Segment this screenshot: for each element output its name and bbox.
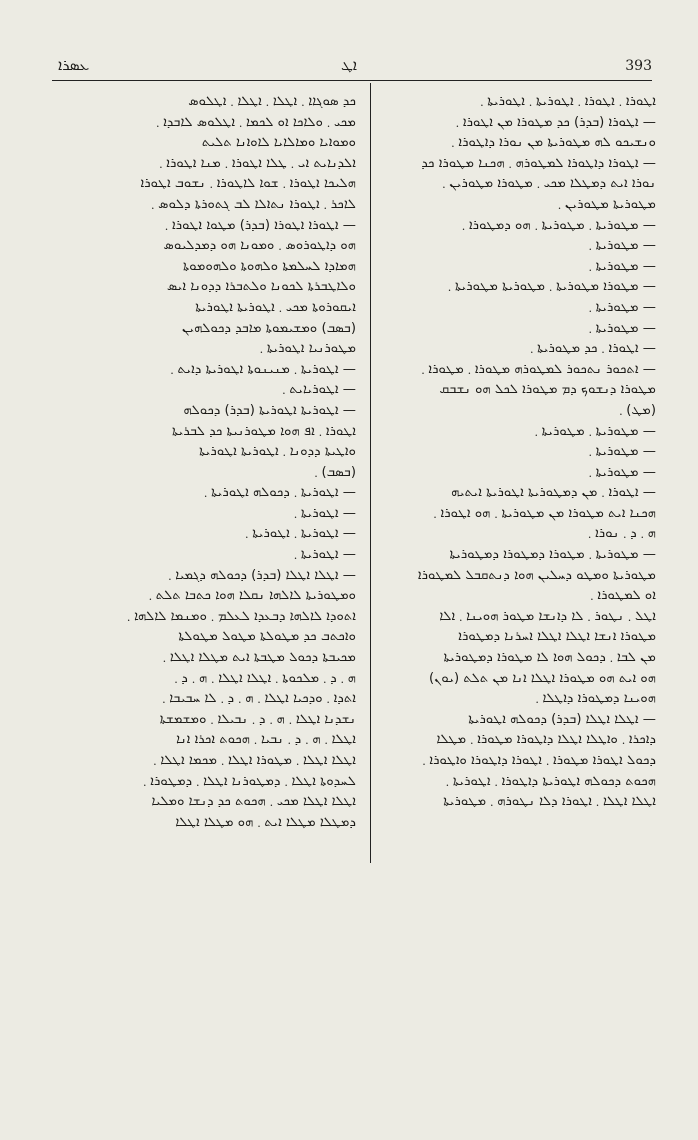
text-line: — ܡܛܘܪܝܬܐ ܂ ܡܛܘܪܝܬܐ ܂ ܗܘ ܕܡܛܘܪܐ ܂ — [462, 217, 656, 233]
text-line: ܡܟܝ ܂ ܘܠܐܟܐ ܐܘ ܠܟܡܐ ܂ ܐܛܠܘܣ ܠܐܒܕܐ ܂ — [156, 114, 356, 130]
text-line: ܘܡܛܘܪܝܬܐ ܠܐܠܗܐ ܢܩܠܐ ܗܘܐ ܟܬܒܐ ܬܠܬ ܂ — [148, 588, 356, 604]
text-line: ܐܛܘܪܐ ܂ ܐܦ ܗܘܐ ܡܛܘܪܢܝܬܐ ܟܕ ܠܒܪܝܬܐ — [172, 423, 356, 439]
text-line: — ܐܛܘܪܝܬܐ ܂ ܐܛܘܪܝܬܐ ܂ — [245, 526, 356, 542]
text-line: ܐܛܠܐ ܐܛܠܐ ܡܟܝ ܂ ܗܟܘܬ ܟܕ ܕܢܫܐ ܘܡܠܝܐ — [151, 794, 356, 810]
running-head-center: ܐܛ — [340, 56, 358, 74]
text-line: — ܐܛܘܪܐ ܐܛܘܪܐ (ܒܕܪ) ܡܛܘܐ ܐܛܘܪܐ ܂ — [165, 217, 356, 233]
text-line: ܘܢܫܝܟܘ ܠܗ ܡܛܘܪܝܬܐ ܡܢ ܢܘܪܐ ܕܐܛܘܪܐ ܂ — [451, 135, 656, 151]
text-line: — ܐܛܘܪܝܬܐ ܂ ܕܟܘܠܗ ܐܛܘܪܝܬܐ ܂ — [204, 485, 356, 501]
text-line: ܡܛܘܪܢܝܐ ܐܛܘܪܝܬܐ ܂ — [259, 341, 356, 357]
text-line: — ܡܛܘܪܝܬܐ ܂ — [588, 464, 656, 480]
left-column — [60, 92, 356, 833]
text-line: — ܐܛܘܪܐ ܕܐܛܘܪܐ ܠܡܛܘܪܗ ܂ ܗܟܢܐ ܡܛܘܪܐ ܟܕ — [421, 155, 656, 171]
text-line: ܡܛܘܪܐ ܐܢܫܐ ܐܛܠܐ ܐܛܠܐ ܐܚܪܢܐ ܕܡܛܘܪܐ — [458, 629, 656, 645]
text-line: ܗܘܝܢܐ ܕܡܛܘܪܐ ܕܐܛܠܐ ܂ — [535, 691, 656, 707]
right-column — [378, 92, 656, 813]
text-line: ܐܛܠܐ ܂ ܗ ܂ ܕ ܂ ܢܒܝܐ ܂ ܗܟܘܬ ܐܟܪܐ ܐܢܐ — [176, 732, 356, 748]
text-line: ܘܡܘܐܝܐ ܘܡܐܠܐܝܐ ܠܐܘܐܢܐ ܬܠܝܬ — [201, 135, 356, 151]
text-line: ܐܠܕܢܐܝܬ ܐܝ ܂ ܛܠܐ ܐܛܘܪܐ ܂ ܡܢܐ ܐܛܘܪܐ ܂ — [159, 155, 356, 171]
text-line: ܡܛܘܪܐ ܕܢܫܘܟ ܕܡ ܡܛܘܪܐ ܠܟܠ ܗܘ ܢܫܒܩ — [439, 382, 656, 398]
text-line: ܐܘ ܠܡܛܘܪܐ ܂ — [590, 588, 656, 604]
text-line: — ܐܛܘܪܝܬܐ ܂ — [294, 505, 356, 521]
text-line: ܘܐܟܬܒ ܟܕ ܡܛܘܠܬܐ ܡܛܘܠ ܡܛܘܠܬܐ — [178, 629, 356, 645]
text-line: — ܐܛܠܐ ܐܛܠܐ (ܒܕܪ) ܕܟܘܠܗ ܕܓܡܝܐ ܂ — [168, 567, 356, 583]
text-line: ܐܬܘܕܐ ܠܐܠܗܐ ܕܒܥܕܐ ܠܥܠܡ ܂ ܘܡܢܡܐ ܠܐܠܗܐ ܂ — [127, 608, 356, 624]
text-line: ܗ ܂ ܕ ܂ ܡܠܟܘܬܐ ܂ ܐܛܠܐ ܐܛܠܐ ܂ ܗ ܂ ܕ ܂ — [174, 670, 356, 686]
text-line: ܢܫܕܢܐ ܐܛܠܐ ܂ ܗ ܂ ܕ ܂ ܢܒܝܠܐ ܂ ܘܡܫܡܫܬܐ — [159, 711, 356, 727]
text-line: — ܡܛܘܪܝܬܐ ܂ ܡܛܘܪܝܬܐ ܂ — [534, 423, 656, 439]
text-line: — ܡܛܘܪܐ ܡܛܘܪܝܬܐ ܂ ܡܛܘܪܝܬܐ ܡܛܘܪܝܬܐ ܂ — [448, 279, 656, 295]
text-line: — ܐܛܘܪܐ (ܒܕܪ) ܟܕ ܡܛܘܪܐ ܡܢ ܐܛܘܪܐ ܂ — [456, 114, 656, 130]
text-line: — ܐܛܘܪܝܬܐ ܂ — [294, 547, 356, 563]
text-line: ܕܐܟܪܐ ܂ ܘܐܛܠܐ ܐܛܠܐ ܕܐܛܘܪܐ ܡܛܘܪܐ ܂ ܡܛܠܐ — [436, 732, 656, 748]
text-line: (ܒܣܒ) ܘܡܫܝܡܘܬܐ ܡܐܒܕ ܕܟܘܠܗܝܢ — [181, 320, 356, 336]
text-line: ܗܡܐܕܐ ܠܚܠܡܬܐ ܘܠܗܘܬܐ ܘܠܗܘܡܘܬܐ — [183, 258, 356, 274]
text-line: ܕܡܛܠܐ ܡܛܠܐ ܐܝܬ ܂ ܗܘ ܡܛܠܐ ܐܛܠܐ — [175, 814, 356, 830]
text-line: — ܐܛܘܪܐ ܂ ܡܢ ܕܡܛܘܪܝܬܐ ܐܛܘܪܝܬܐ ܐܝܬܝܗ — [451, 485, 656, 501]
text-line: ܡܛܘܪܝܬܐ ܘܡܛܘ ܕܚܠܝܢ ܗܘܐ ܕܢܬܩܒܠ ܠܡܛܘܪܐ — [417, 567, 656, 583]
text-line: ܡܢ ܠܒܐ ܂ ܕܟܘܠ ܗܘܐ ܠܐ ܡܛܘܪܐ ܕܡܛܘܪܝܬܐ — [443, 650, 656, 666]
text-line: — ܐܛܘܪܐ ܂ ܟܕ ܡܛܘܪܝܬܐ ܂ — [530, 341, 656, 357]
text-line: ܗܘ ܐܝܬ ܗܘ ܡܛܘܪܐ ܐܛܠܐ ܐܢܐ ܡܢ ܬܠܬ (ܝܘܢ) — [429, 670, 656, 686]
text-line: (ܒܣܒ) ܂ — [314, 464, 356, 480]
text-line: ܗܠܝܟܐ ܐܛܘܪܐ ܂ ܫܘܐ ܠܐܛܘܪܐ ܂ ܢܫܘܒ ܐܛܘܪܐ — [140, 176, 356, 192]
text-line: ܗܘ ܕܐܛܘܪܘܣ ܂ ܘܡܘܢܐ ܗܘ ܕܡܕܠܝܘܣ — [163, 238, 356, 254]
text-line: ܗܟܘܬ ܕܟܘܠܗ ܐܛܘܪܝܬܐ ܕܐܛܘܪܐ ܂ ܐܛܘܪܝܬܐ ܂ — [446, 773, 656, 789]
text-line: — ܡܛܘܪܝܬܐ ܂ — [588, 299, 656, 315]
text-line: — ܐܛܠܐ ܐܛܠܐ (ܒܕܪ) ܕܟܘܠܗ ܐܛܘܪܝܬܐ — [468, 711, 656, 727]
text-line: ܠܐܟܪ ܂ ܐܛܘܪܐ ܢܬܐܠܐ ܠܒ ܓܬܘܪܬܐ ܕܠܘܣ ܂ — [151, 196, 356, 212]
text-line: ܟܕ ܣܘܓܐܐ ܂ ܐܛܠܐ ܂ ܐܛܠܐ ܂ ܐܛܠܘܣ — [188, 94, 356, 109]
text-line: — ܡܛܘܪܝܬܐ ܂ — [588, 320, 656, 336]
text-line: — ܐܬܟܘܪ ܢܬܟܘܪ ܠܡܛܘܪܗ ܡܛܘܪܐ ܂ ܡܛܘܪܐ ܂ — [421, 361, 656, 377]
text-line: — ܐܛܘܪܝܬܐ ܂ ܡܢܝܢܘܬܐ ܐܛܘܪܝܬܐ ܕܐܝܬ ܂ — [170, 361, 356, 377]
text-line: — ܡܛܘܪܝܬܐ ܂ ܡܛܘܪܐ ܕܡܛܘܪܐ ܕܡܛܘܪܝܬܐ — [449, 547, 656, 563]
text-line: — ܐܛܘܪܝܐܝܬ ܂ — [282, 382, 356, 398]
text-line: ܐܛܘܪܐ ܂ ܐܛܘܪܐ ܂ ܐܛܘܪܝܬܐ ܂ ܐܛܘܪܝܬܐ ܂ — [480, 94, 656, 109]
text-line: ܐܛܠܐ ܐܛܠܐ ܂ ܐܛܘܪܐ ܕܠܐ ܢܛܘܪܗ ܂ ܡܛܘܪܝܬܐ — [443, 794, 656, 810]
text-line: ܡܛܘܪܝܬܐ ܡܛܘܪܝܢ ܂ — [558, 196, 656, 212]
running-head-left: ܥܣܪܐ — [58, 56, 90, 74]
text-line: — ܐܛܘܪܝܬܐ ܐܛܘܪܝܬܐ (ܒܕܪ) ܕܟܘܠܗ — [183, 402, 356, 418]
text-line: — ܡܛܘܪܝܬܐ ܂ — [588, 444, 656, 460]
text-line: ܢܘܪܐ ܐܝܬ ܕܡܛܠܐ ܡܟܝ ܂ ܡܛܘܪܐ ܡܛܘܪܝܢ ܂ — [442, 176, 656, 192]
header-rule — [52, 80, 652, 81]
page-number: 393 — [625, 58, 652, 74]
text-line: (ܡܛ) ܂ — [619, 402, 656, 418]
text-line: ܘܠܐܛܒܪܬܐ ܠܟܘܢܐ ܘܠܬܒܪܐ ܕܕܘܢܐ ܐܝܣ — [166, 279, 356, 295]
text-line: ܐܛܠܐ ܐܛܠܐ ܂ ܡܛܘܪܐ ܐܛܠܐ ܂ ܡܟܡܐ ܐܛܠܐ ܂ — [153, 753, 356, 768]
text-line: ܗܟܢܐ ܐܝܬ ܡܛܘܪܐ ܡܢ ܡܛܘܪܝܬܐ ܂ ܗܘ ܐܛܘܪܐ ܂ — [433, 505, 656, 521]
text-line: ܐܛܠ ܂ ܢܛܘܪ ܂ ܠܐ ܕܐܢܫܐ ܡܛܘܪ ܗܘܝܢܐ ܂ ܐܠܐ — [439, 608, 656, 624]
text-line: ܕܟܘܠ ܐܛܘܪܐ ܡܛܘܪܐ ܂ ܐܛܘܪܐ ܕܐܛܘܪܐ ܘܐܛܘܪܐ ܂ — [422, 753, 656, 768]
text-line: ܐܝܩܘܪܘܬܐ ܡܟܝ ܂ ܐܛܘܪܝܬܐ ܐܛܘܪܝܬܐ — [195, 299, 356, 315]
text-line: ܗ ܂ ܕ ܂ ܢܘܪܐ ܂ — [588, 526, 656, 542]
text-line: ܠܚܕܘܬܐ ܐܛܠܐ ܂ ܕܡܛܘܪܢܐ ܐܛܠܐ ܂ ܕܡܛܘܪܐ ܂ — [143, 773, 356, 789]
column-divider — [370, 83, 371, 863]
text-line: — ܡܛܘܪܝܬܐ ܂ — [588, 238, 656, 254]
text-line: ܡܟܝܒܬܐ ܕܟܘܠ ܡܛܒܬܐ ܐܝܬ ܡܛܠܐ ܐܛܠܐ ܂ — [163, 650, 356, 666]
text-line: — ܡܛܘܪܝܬܐ ܂ — [588, 258, 656, 274]
text-line: ܐܬܕܐ ܂ ܘܕܟܝܐ ܐܛܠܐ ܂ ܗ ܂ ܕ ܂ ܠܐ ܚܒܝܒܐ ܂ — [162, 691, 356, 707]
text-line: ܘܐܛܝܬܐ ܕܕܘܢܐ ܂ ܐܛܘܪܝܬܐ ܐܛܘܪܝܬܐ — [199, 444, 356, 460]
